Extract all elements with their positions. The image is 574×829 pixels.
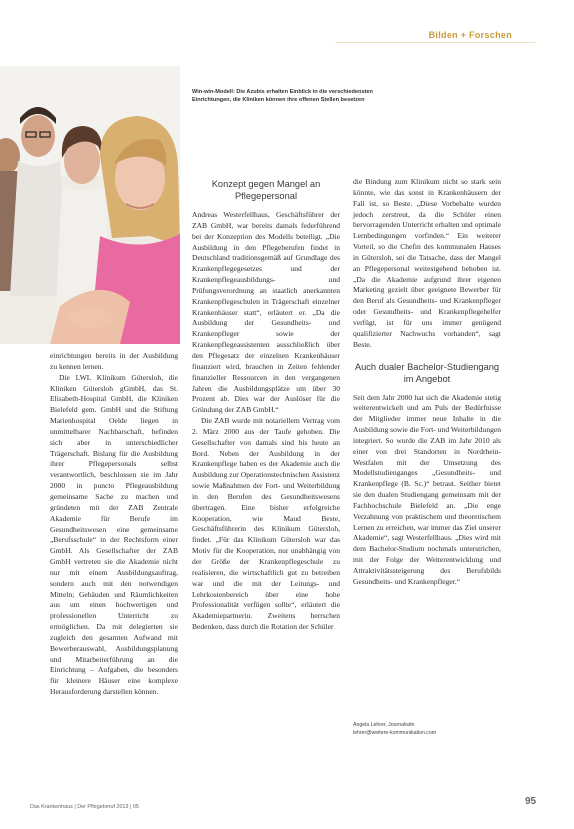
section-heading: Auch dualer Bachelor-Studiengang im Angebot <box>354 361 500 384</box>
body-paragraph: einrichtungen bereits in der Ausbildung zu kennen lernen. <box>50 351 178 371</box>
article-photo <box>0 66 180 344</box>
page-footer: Das Krankenhaus | Der Pflegeberuf 2013 | 05 <box>30 804 139 810</box>
author-name: Angela Lehrer, Journalistin <box>353 722 415 728</box>
body-paragraph: Die LWL Klinikum Gütersloh, die Kliniken Gütersloh gGmbH, das St. Elisabeth-Hospital GmbH, die Kliniken Bielefeld gem. GmbH und die Stiftung Marienhospital Oelde liegen in unmittelbarer Nachbarschaft, befinden sich aber in unterschiedlicher Trägerschaft. Bislang für die Ausbildung ihrer Pflegepersonals selbst verantwortlich, beschlossen sie im Jahr 2000 in puncto Pflegeausbildung gemeinsame Sache zu machen und gründeten mit der ZAB Zentrale Akademie für Berufe im Gesundheitswesen eine gemeinsame „Berufsschule“ in der Rechtsform einer GmbH. Als Gesellschafter der ZAB GmbH vertreten sie die Akademie nicht nur mit einem Ausbildungsauftrag, sondern auch mit den notwendigen Mitteln; Gebäuden und Räumlichkeiten aus um einen hochwertigen und professionellen Unterricht zu ermöglichen. Da mit delegierten sie zugleich den gesamten Aufwand mit Bewerberauswahl, Ausbildungsplanung und Mitarbeiterführung an die Einrichtung – Aufgaben, die besonders für kleinere Häuser eine komplexe Herausforderung darstellen können. <box>50 372 178 697</box>
photo-caption: Win-win-Modell: Die Azubis erhalten Einblick in die verschiedensten Einrichtungen, die Kliniken können ihre offenen Stellen besetzen <box>192 89 373 104</box>
author-email[interactable]: lehrer@weitere-kommunikation.com <box>353 729 437 736</box>
author-credit <box>353 722 503 738</box>
section-heading: Konzept gegen Mangel an Pflegepersonal <box>211 179 321 201</box>
article-column-3 <box>353 177 501 588</box>
page-number: 95 <box>525 796 537 807</box>
body-paragraph: Die ZAB wurde mit notariellem Vertrag vom 2. März 2000 aus der Taufe gehoben. Die Gesellschafter von damals sind bis heute an Bord. Neben der Ausbildung in der Krankenpflege haben es der Akademie auch die Ausbildung zur Operationstechnischen Assistenz sowie Maßnahmen der Fort- und Weiterbildung in den Berufen des Gesundheitswesens übertragen. Eine bisher erfolgreiche Kooperation, wie Maud Beste, Geschäftsführerin des Klinikum Gütersloh, findet. „Für das Klinikum Gütersloh war das Motiv für die Kooperation, nur unabhängig von der Größe der Krankenpflegeschule zu realisieren, die wirtschaftlich gut zu betreiben war und die mit der Leitungs- und Lehrkostenbereich über eine hohe Professionalität verfügen sollte“, erläutert die Akademiepartnerin. Zweitens herrschen Bedenken, dass durch die Rotation der Schüler <box>192 416 340 632</box>
body-paragraph: die Bindung zum Klinikum nicht so stark sein könnte, wie das sonst in Krankenhäusern der Fall ist, so Beste. „Diese Vorbehalte wurden jedoch zerstreut, da die Schüler einen hervorragenden Unterricht erhalten und optimale Lernbedingungen vorfinden.“ Ein weiterer Vorteil, so die Chefin des kommunalen Hauses in Gütersloh, sei die Tatsache, dass der Mangel an Pflegepersonal weitestgehend behoben ist. „Da die Akademie aufgrund ihrer eigenen Marketing gezielt über geeignete Bewerber für den Beruf als Gesundheits- und Krankenpfleger oder Gesundheits- und Krankenpflegehelfer verfügt, ist für uns immer genügend qualifizierter Nachwuchs vorhanden“, sagt Beste. <box>353 177 501 349</box>
article-column-1 <box>50 351 178 698</box>
body-paragraph: Andreas Westerfellhaus, Geschäftsführer der ZAB GmbH, war bereits damals federführend bei der Konzeption des Modells beteiligt. „Die Ausbildung in den Pflegeberufen findet in Deutschland traditionsgemäß auf Grundlage des Krankenpflegegesetzes und der Krankenpflegeausbildungs- und Prüfungsverordnung an staatlich anerkannten Krankenpflegeschulen in Trägerschaft einzelner Krankenhäuser statt“, erläutert er. „Da die Ausbildung der Gesundheits- und Krankenpfleger sowie der Krankenpflegeassistenten ausschließlich über den Pflegesatz der einzelnen Krankenhäuser finanziert wird, brauchen in Zeiten fehlender finanzieller Ressourcen in den vergangenen Jahren die Ausbildungsplätze um über 30 Prozent ab. Dies war der Auslöser für die Gründung der ZAB GmbH.“ <box>192 210 340 415</box>
body-paragraph: Seit dem Jahr 2000 hat sich die Akademie stetig weiterentwickelt und am Puls der Bedürfnisse der Mitglieder immer neue Inhalte in die Ausbildung sowie die Fort- und Weiterbildungen integriert. So wurde die ZAB im Jahr 2010 als einer von drei Standorten in Nordrhein-Westfalen mit der Umsetzung des Modellstudienganges „Gesundheits- und Krankenpflege (B. Sc.)“ betraut. Seither bietet sie den dualen Studiengang gemeinsam mit der Fachhochschule Bielefeld an. „Die enge Verzahnung von praktischem und theoretischem Lernen zu erreichen, war immer das Ziel unserer Akademie“, sagt Westerfellhaus. „Dies wird mit dem Bachelor-Studium nochmals unterstrichen, mit der Folge der Weiterentwicklung und Attraktivitätssteigerung des Berufsbilds Gesundheits- und Krankenpfleger.“ <box>353 392 501 586</box>
section-header: Bilden + Forschen <box>428 30 512 40</box>
header-divider <box>335 42 535 43</box>
article-column-2 <box>192 179 340 633</box>
